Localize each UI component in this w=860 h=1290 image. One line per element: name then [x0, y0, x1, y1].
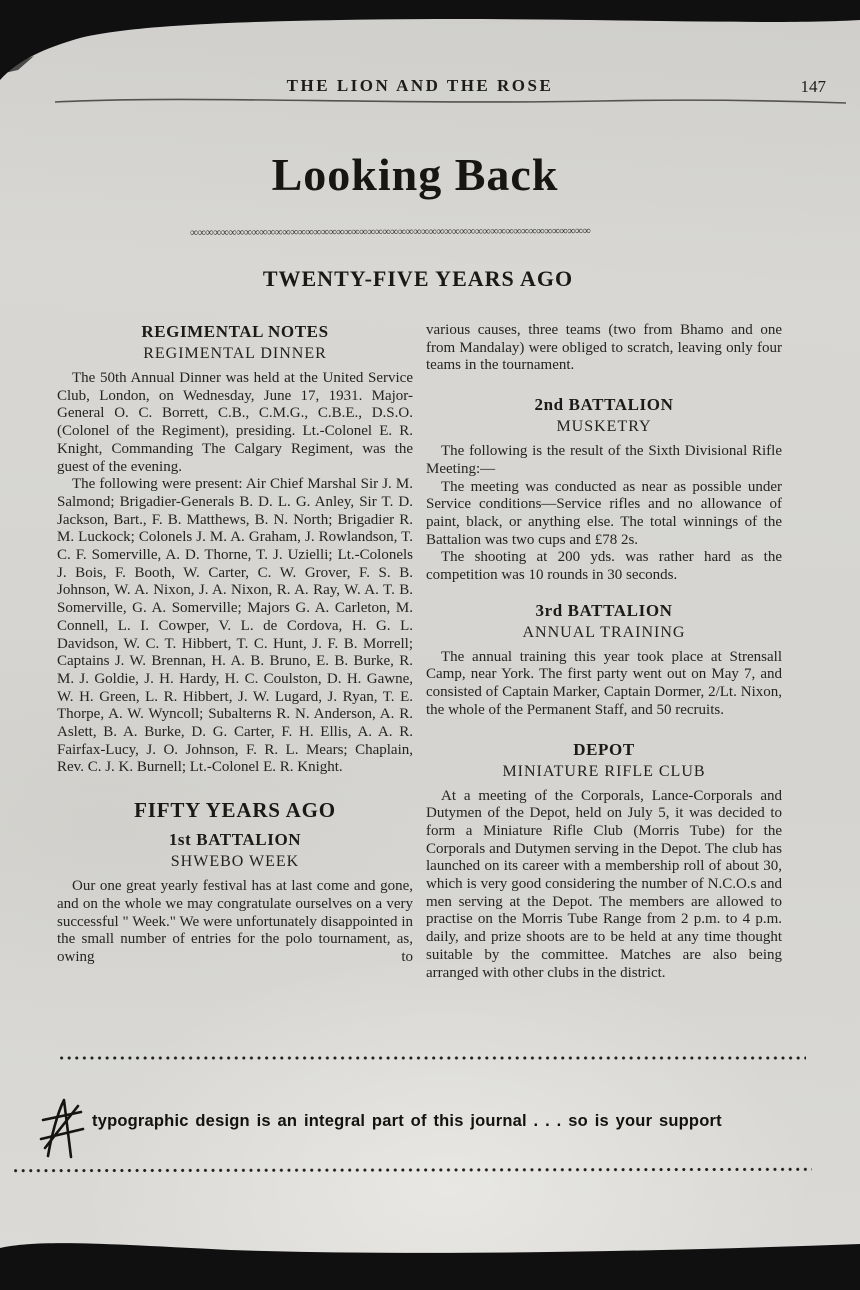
musketry-paragraph-2: The meeting was conducted as near as possible under Service conditions—Service rifles and no allowance of paint, black, or anything else. The total winnings of the Battalion was two cups and £78 2s. [426, 478, 782, 548]
musketry-subheading: MUSKETRY [556, 418, 652, 436]
shwebo-week-subheading: SHWEBO WEEK [170, 853, 300, 871]
musketry-paragraph-3: The shooting at 200 yds. was rather hard as the competition was 10 rounds in 30 seconds. [426, 549, 782, 584]
regimental-dinner-paragraph: The 50th Annual Dinner was held at the United Service Club, London, on Wednesday, June 17, 1931. Major-General O. C. Borrett, C.B., C.M.G., C.B.E., D.S.O. (Colonel of the Regiment), presiding. Lt.-Colonel E. R. Knight, Commanding The Calgary Regiment, was the guest of the evening. [57, 370, 413, 475]
annual-training-subheading: ANNUAL TRAINING [522, 623, 686, 641]
page-number: 147 [800, 77, 826, 96]
fifty-years-ago-heading: FIFTY YEARS AGO [134, 798, 336, 823]
footer-slogan: typographic design is an integral part of this journal . . . so is your support [92, 1112, 722, 1130]
regimental-dinner-subheading: REGIMENTAL DINNER [143, 345, 327, 362]
first-battalion-heading: 1st BATTALION [168, 830, 302, 850]
dotted-rule-top [60, 1056, 806, 1060]
scan-edge-top [0, 0, 860, 92]
miniature-rifle-club-paragraph: At a meeting of the Corporals, Lance-Corporals and Dutymen of the Depot, held on July 5, it was decided to form a Miniature Rifle Club (Morris Tube) for the Corporals and Dutymen serving in the Depot. The club has launched on its career with a membership roll of about 30, which is very good considering the number of N.C.O.s and men serving at the Depot. The members are allowed to practise on the Morris Tube Range from 2 p.m. to 4 p.m. daily, and prize shoots are to be held at any time thought suitable by the committee. Matches are also being arranged with other clubs in the district. [426, 787, 782, 981]
regimental-notes-heading: REGIMENTAL NOTES [141, 322, 329, 341]
left-column [57, 322, 413, 982]
depot-heading: DEPOT [573, 739, 635, 759]
dotted-rule-bottom [14, 1167, 812, 1172]
scribble-star-icon [36, 1096, 88, 1162]
continuation-paragraph: various causes, three teams (two from Bhamo and one from Mandalay) were obliged to scratch, leaving only four teams in the tournament. [426, 322, 782, 374]
journal-title: THE LION AND THE ROSE [286, 76, 554, 95]
footer-slogan-row [34, 1094, 834, 1164]
chain-ornament-divider: ∞∞∞∞∞∞∞∞∞∞∞∞∞∞∞∞∞∞∞∞∞∞∞∞∞∞∞∞∞∞∞∞∞∞∞∞∞∞∞∞∞∞∞∞∞∞∞∞∞∞∞∞ [189, 225, 591, 239]
shwebo-week-paragraph: Our one great yearly festival has at last come and gone, and on the whole we may congratulate ourselves on a very successful " Week." We were unfortunately disappointed in the small number of entries for the polo tournament, as, owing to [57, 878, 413, 965]
miniature-rifle-club-subheading: MINIATURE RIFLE CLUB [502, 762, 706, 780]
second-battalion-heading: 2nd BATTALION [534, 395, 674, 415]
attendees-paragraph: The following were present: Air Chief Marshal Sir J. M. Salmond; Brigadier-Generals B. D. L. G. Anley, Sir T. D. Jackson, Bart., F. B. Matthews, B. N. North; Brigadier R. M. Luckock; Colonels J. M. A. Graham, J. Rowlandson, T. C. F. Somerville, A. D. Thorne, T. J. Uzielli; Lt.-Colonels J. Bois, F. Booth, W. Carter, C. W. Grover, F. S. B. Johnson, W. A. Nixon, J. A. Nixon, R. A. Ray, W. A. T. B. Somerville, G. A. Somerville; Majors G. A. Carleton, M. Connell, L. I. Cowper, V. L. de Cordova, H. G. L. Davidson, W. C. T. Hibbert, T. C. Hunt, J. F. B. Morrell; Captains J. W. Brennan, H. A. B. Bruno, E. B. Burke, R. M. J. Goldie, J. H. Hardy, H. C. Coulston, D. H. Gawne, W. H. Green, L. R. Hibbert, J. W. Lugard, J. Ryan, T. E. Thorpe, A. W. Wyncoll; Subalterns R. N. Anderson, A. R. Aslett, B. A. Burke, D. G. Carter, F. H. Ellis, A. A. R. Fairfax-Lucy, J. O. Johnson, F. R. L. Mears; Chaplain, Rev. C. J. K. Burnell; Lt.-Colonel E. R. Knight. [57, 476, 413, 776]
header-rule [0, 94, 860, 110]
page-title: Looking Back [271, 149, 559, 200]
third-battalion-heading: 3rd BATTALION [535, 600, 673, 620]
musketry-paragraph-1: The following is the result of the Sixth Divisional Rifle Meeting:— [426, 443, 782, 477]
right-column [426, 322, 782, 982]
annual-training-paragraph: The annual training this year took place at Strensall Camp, near York. The first party went out on May 7, and consisted of Captain Marker, Captain Dormer, 2/Lt. Nixon, the whole of the Permanent Staff, and 50 recruits. [426, 648, 782, 718]
section-heading-twenty-five-years-ago: TWENTY-FIVE YEARS AGO [262, 266, 574, 291]
scan-edge-bottom [0, 1234, 860, 1290]
article-columns [57, 322, 783, 982]
